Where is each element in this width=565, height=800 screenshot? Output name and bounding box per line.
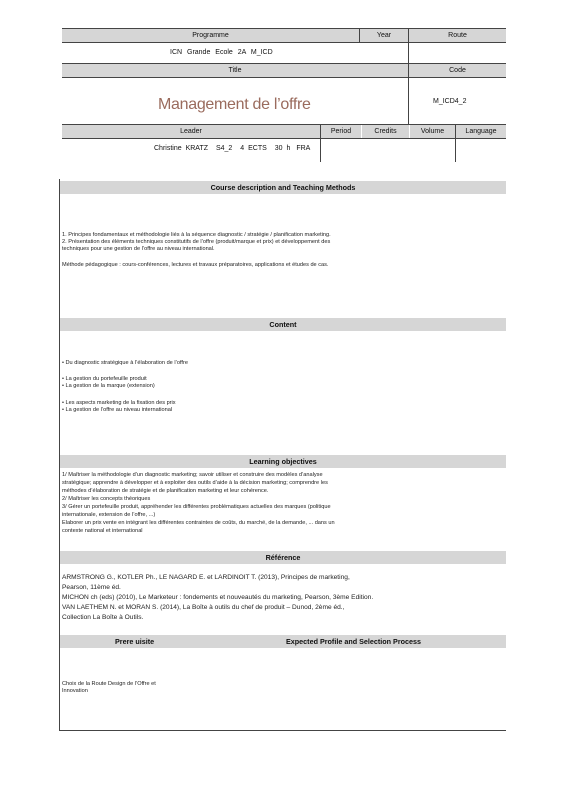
year-label: Year	[360, 29, 408, 42]
leader-label: Leader	[62, 125, 320, 138]
leader-row	[154, 145, 310, 152]
language-value: FRA	[296, 145, 311, 152]
objective-line: contexte national et international	[62, 528, 143, 534]
objective-line: 2/ Maîtriser les concepts théoriques	[62, 496, 151, 502]
objective-line: stratégique; apprendre à développer et à exploiter des outils d’aide à la décision marketing; comprendre les	[62, 480, 328, 486]
header-rule	[62, 42, 506, 43]
header-divider	[408, 28, 409, 125]
course-description-heading: Course description and Teaching Methods	[60, 181, 506, 194]
description-line: techniques pour une gestion de l’offre au niveau international.	[62, 246, 215, 253]
content-heading: Content	[60, 318, 506, 331]
prerequisite-text	[62, 681, 502, 695]
profile-heading: Expected Profile and Selection Process	[286, 637, 422, 646]
course-description-text	[62, 232, 502, 269]
reference-line: VAN LAETHEM N. et MORAN S. (2014), La Boîte à outils du chef de produit – Dunod, 2ème éd.,	[62, 604, 345, 611]
header-divider	[320, 124, 321, 162]
programme-value: ICN Grande Ecole 2A M_ICD	[170, 49, 273, 56]
header-rule	[62, 124, 506, 125]
objective-line: Elaborer un prix vente en intégrant les différentes contraintes de coûts, du marché, de la demande, ... dans un	[62, 520, 335, 526]
content-list	[62, 360, 502, 414]
content-item: • La gestion du portefeuille produit	[62, 376, 147, 383]
header-rule	[62, 63, 506, 64]
prerequisite-line: Innovation	[62, 688, 88, 695]
route-label: Route	[409, 29, 506, 42]
reference-line: ARMSTRONG G., KOTLER Ph., LE NAGARD E. et LARDINOIT T. (2013), Principes de marketing,	[62, 574, 350, 581]
body-bottom-border	[59, 730, 506, 731]
content-item: • Les aspects marketing de la fixation des prix	[62, 399, 176, 406]
period-label: Period	[321, 125, 361, 138]
objective-line: 3/ Gérer un portefeuille produit, appréhender les différentes problématiques actuelles des marques (politique	[62, 504, 331, 510]
header-divider	[455, 124, 456, 162]
description-line: 1. Principes fondamentaux et méthodologie liés à la séquence diagnostic / stratégie / planification marketing.	[62, 232, 331, 238]
volume-label: Volume	[410, 125, 455, 138]
header-divider	[359, 28, 360, 43]
reference-line: Pearson, 11ème éd.	[62, 584, 121, 591]
learning-objectives-heading: Learning objectives	[60, 455, 506, 468]
course-code: M_ICD4_2	[433, 98, 467, 105]
course-title: Management de l’offre	[158, 96, 311, 113]
content-item: • La gestion de la marque (extension)	[62, 383, 155, 390]
description-line: 2. Présentation des éléments techniques constitutifs de l’offre (produit/marque et prix) et développement des	[62, 239, 331, 246]
period-value: S4_2	[215, 145, 233, 152]
reference-line: MICHON ch (eds) (2010), Le Marketeur : fondements et nouveautés du marketing, Pearson, 3ème Edition.	[62, 594, 374, 601]
programme-label: Programme	[62, 29, 359, 42]
header-rule	[62, 77, 506, 78]
content-item: • Du diagnostic stratégique à l’élaboration de l’offre	[62, 360, 188, 366]
objective-line: internationale, extension de l’offre, ...)	[62, 512, 156, 518]
objective-line: méthodes d’élaboration de stratégie et de planification marketing et leur cohérence.	[62, 488, 269, 494]
code-label: Code	[409, 64, 506, 77]
prerequisite-heading: Prere uisite	[115, 637, 155, 646]
objective-line: 1/ Maîtriser la méthodologie d’un diagnostic marketing; savoir utiliser et construire des modèles d’analyse	[62, 472, 323, 478]
header-rule	[62, 138, 506, 139]
language-label: Language	[456, 125, 506, 138]
credits-label: Credits	[362, 125, 409, 138]
content-item: • La gestion de l’offre au niveau international	[62, 406, 173, 413]
title-label: Title	[62, 64, 408, 77]
prerequisite-line: Choix de la Route Design de l’Offre et	[62, 681, 156, 687]
volume-value: 30 h	[274, 145, 291, 152]
leader-value: Christine KRATZ	[154, 145, 208, 152]
reference-heading: Référence	[60, 551, 506, 564]
reference-line: Collection La Boîte à Outils.	[62, 614, 144, 621]
credits-value: 4 ECTS	[240, 145, 267, 152]
reference-text	[62, 573, 502, 623]
learning-objectives-text	[62, 471, 502, 535]
header-rule	[62, 28, 506, 29]
description-line: Méthode pédagogique : cours-conférences, lectures et travaux préparatoires, applications et études de cas.	[62, 261, 329, 268]
